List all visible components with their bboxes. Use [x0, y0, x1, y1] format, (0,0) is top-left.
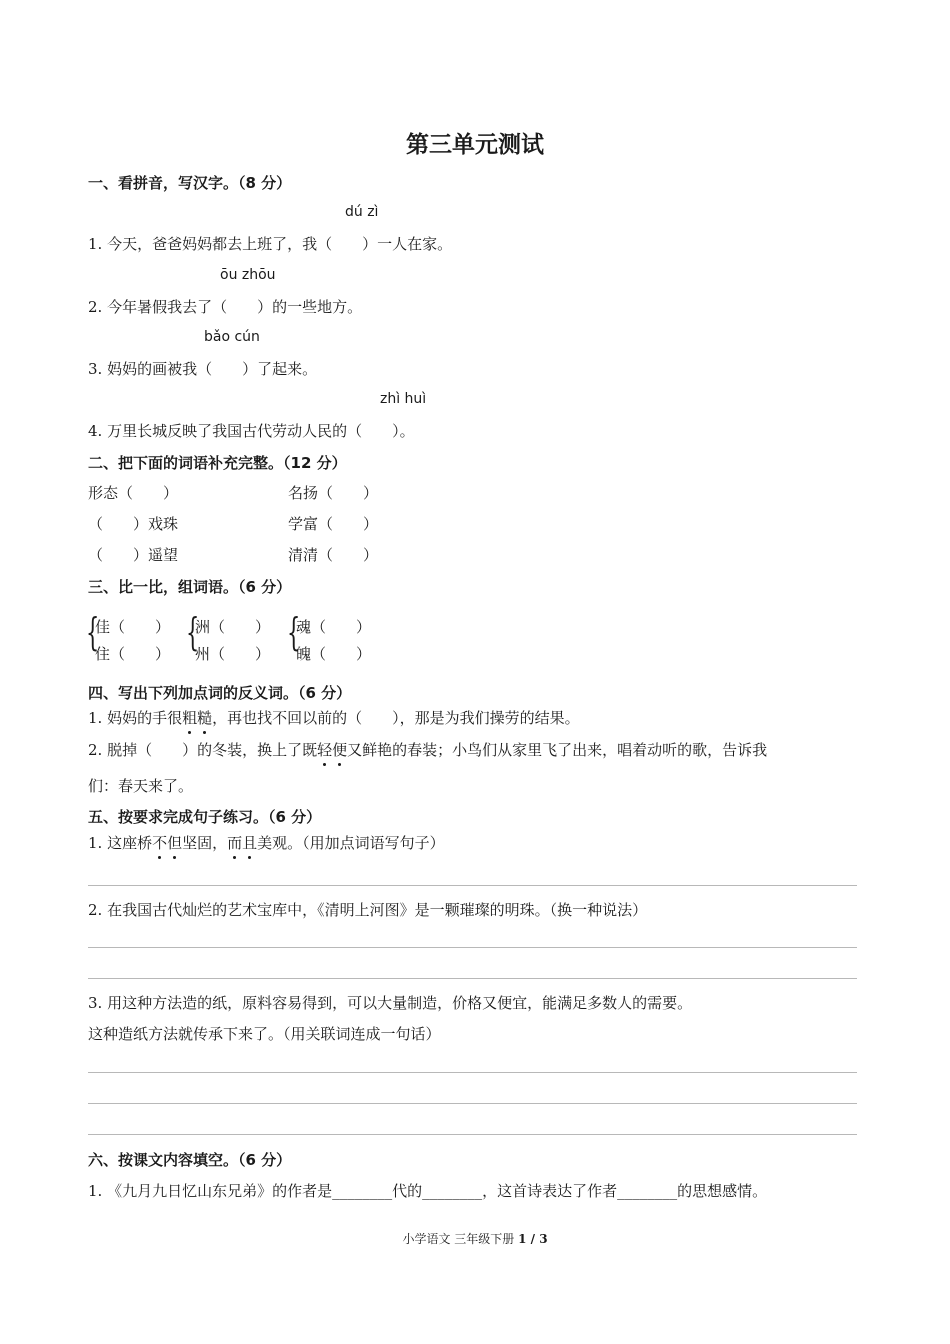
- s1-question-4: 4. 万里长城反映了我国古代劳动人民的（ ）。: [88, 422, 415, 440]
- s5-question-1: 1. 这座桥不但坚固，而且美观。（用加点词语写句子）: [88, 834, 445, 852]
- s2-item-3: （ ）戏珠: [88, 515, 179, 533]
- dotted-char: 便: [332, 741, 348, 759]
- s5-question-2: 2. 在我国古代灿烂的艺术宝库中，《清明上河图》是一颗璀璨的明珠。（换一种说法）: [88, 901, 648, 919]
- pinyin-3: bǎo cún: [204, 329, 260, 345]
- page-footer: [0, 1230, 950, 1247]
- s3-pair-3-b: 魄（ ）: [296, 645, 372, 663]
- s3-pair-2-b: 州（ ）: [195, 645, 271, 663]
- s3-pair-3-a: 魂（ ）: [296, 618, 372, 636]
- pinyin-2: ōu zhōu: [220, 267, 276, 283]
- section-2-heading: 二、把下面的词语补充完整。（12 分）: [88, 454, 347, 472]
- brace-3: {: [287, 610, 301, 654]
- section-5-heading: 五、按要求完成句子练习。（6 分）: [88, 808, 322, 826]
- footer-page-number: 1 / 3: [518, 1232, 548, 1246]
- section-4-heading: 四、写出下列加点词的反义词。（6 分）: [88, 684, 352, 702]
- brace-2: {: [186, 610, 200, 654]
- s5-question-3a: 3. 用这种方法造的纸，原料容易得到，可以大量制造，价格又便宜，能满足多数人的需要。: [88, 994, 693, 1012]
- dotted-char: 不: [152, 834, 168, 852]
- s4-question-2-cont: 们：春天来了。: [88, 777, 194, 795]
- s1-question-2: 2. 今年暑假我去了（ ）的一些地方。: [88, 298, 363, 316]
- answer-line[interactable]: [88, 947, 857, 948]
- s5-question-3b: 这种造纸方法就传承下来了。（用关联词连成一句话）: [88, 1025, 441, 1043]
- s2-item-1: 形态（ ）: [88, 484, 179, 502]
- s2-item-4: 学富（ ）: [288, 515, 379, 533]
- s3-pair-1-a: 佳（ ）: [95, 618, 171, 636]
- s1-question-1: 1. 今天，爸爸妈妈都去上班了，我（ ）一人在家。: [88, 235, 453, 253]
- answer-line[interactable]: [88, 1134, 857, 1135]
- dotted-char: 但: [167, 834, 183, 852]
- s4-question-1: 1. 妈妈的手很粗糙，再也找不回以前的（ ），那是为我们操劳的结果。: [88, 709, 580, 727]
- answer-line[interactable]: [88, 1103, 857, 1104]
- section-6-heading: 六、按课文内容填空。（6 分）: [88, 1151, 292, 1169]
- s6-question-1: 1. 《九月九日忆山东兄弟》的作者是________代的________，这首诗表达了作者________的思想感情。: [88, 1182, 768, 1200]
- pinyin-4: zhì huì: [380, 391, 427, 407]
- answer-line[interactable]: [88, 1072, 857, 1073]
- s3-pair-1-b: 住（ ）: [95, 645, 171, 663]
- dotted-char: 轻: [317, 741, 333, 759]
- pinyin-1: dú zì: [345, 204, 379, 220]
- answer-line[interactable]: [88, 885, 857, 886]
- s2-item-5: （ ）遥望: [88, 546, 179, 564]
- answer-line[interactable]: [88, 978, 857, 979]
- s4-question-2: 2. 脱掉（ ）的冬装，换上了既轻便又鲜艳的春装；小鸟们从家里飞了出来，唱着动听的歌，告诉我: [88, 741, 768, 759]
- s2-item-2: 名扬（ ）: [288, 484, 379, 502]
- section-3-heading: 三、比一比，组词语。（6 分）: [88, 578, 292, 596]
- brace-1: {: [86, 610, 100, 654]
- dotted-char: 糙: [197, 709, 213, 727]
- dotted-char: 而: [227, 834, 243, 852]
- s2-item-6: 清清（ ）: [288, 546, 379, 564]
- dotted-char: 且: [242, 834, 258, 852]
- section-1-heading: 一、看拼音，写汉字。（8 分）: [88, 174, 292, 192]
- s1-question-3: 3. 妈妈的画被我（ ）了起来。: [88, 360, 318, 378]
- page-title: 第三单元测试: [406, 132, 544, 158]
- s3-pair-2-a: 洲（ ）: [195, 618, 271, 636]
- footer-subject: 小学语文 三年级下册: [402, 1232, 515, 1246]
- dotted-char: 粗: [182, 709, 198, 727]
